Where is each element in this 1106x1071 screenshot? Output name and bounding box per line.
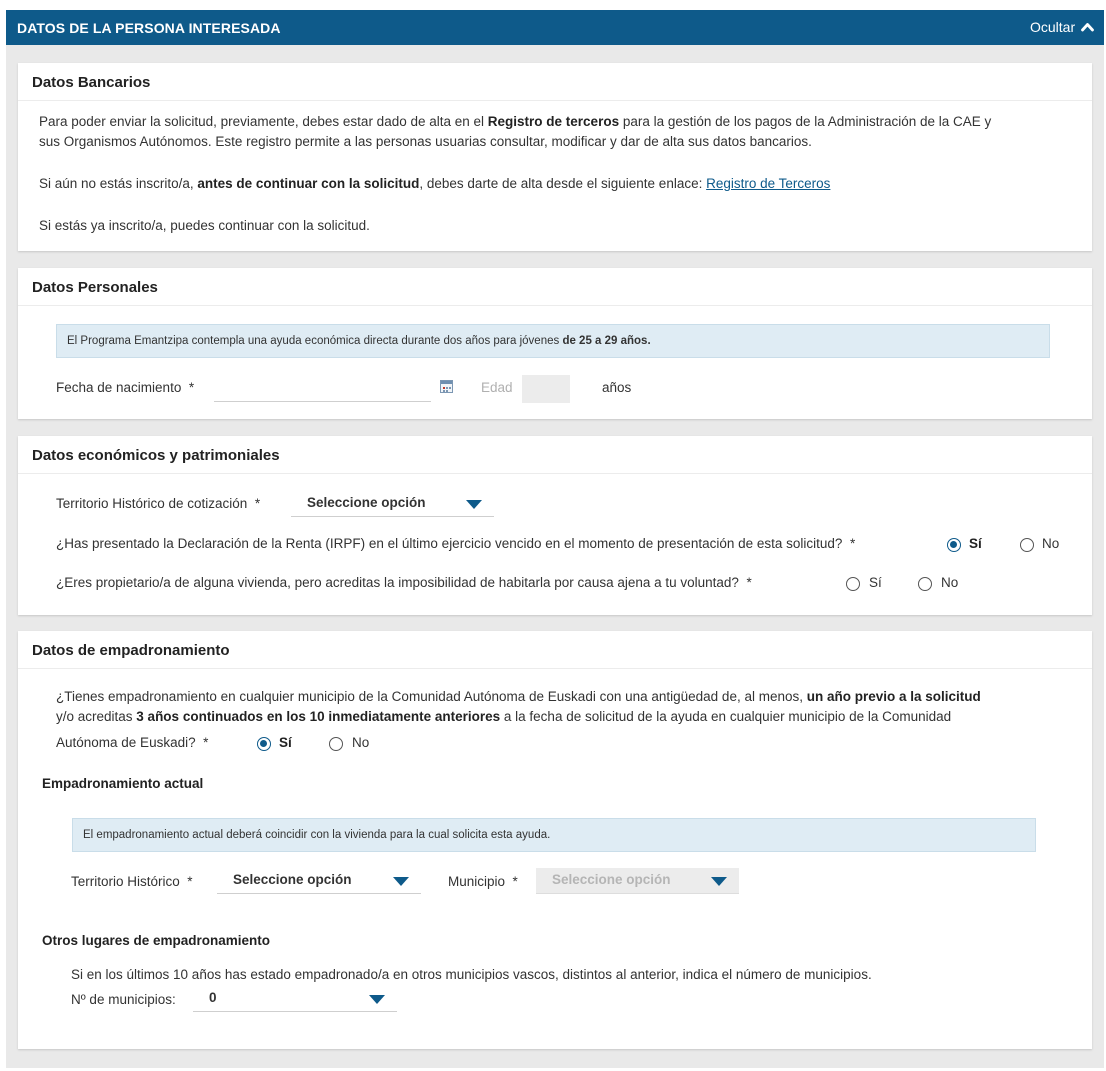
card-title: Datos Personales <box>18 268 1092 306</box>
card-title: Datos de empadronamiento <box>18 631 1092 669</box>
required-marker: * <box>849 536 856 551</box>
text: Para poder enviar la solicitud, previamente, debes estar dado de alta en el <box>39 114 488 129</box>
dropdown-arrow-icon <box>369 995 385 1004</box>
text: El empadronamiento actual deberá coincidir con la vivienda para la cual solicita esta ayuda. <box>83 829 551 841</box>
empadronamiento-no-radio[interactable] <box>329 737 343 751</box>
text: ¿Tienes empadronamiento en cualquier municipio de la Comunidad Autónoma de Euskadi con una antigüedad de, al menos, <box>56 689 807 704</box>
empadronamiento-question-end <box>56 735 208 750</box>
edad-field <box>522 375 570 403</box>
text-bold: de 25 a 29 años. <box>562 335 651 347</box>
fecha-nacimiento-input[interactable] <box>214 375 431 402</box>
card-title: Datos económicos y patrimoniales <box>18 436 1092 474</box>
edad-label: Edad <box>481 380 513 395</box>
irpf-no-label: No <box>1042 536 1060 551</box>
text-bold: un año previo a la solicitud <box>806 689 981 704</box>
vivienda-question <box>56 575 752 590</box>
text: para la gestión de los pagos de la Administración de la CAE y <box>619 114 992 129</box>
text-bold: antes de continuar con la solicitud <box>197 176 420 191</box>
dropdown-arrow-icon <box>393 877 409 886</box>
empadronamiento-si-label: Sí <box>279 735 292 750</box>
text: Autónoma de Euskadi? <box>56 735 196 750</box>
empadronamiento-actual-title: Empadronamiento actual <box>42 776 204 791</box>
territorio-cotizacion-select[interactable] <box>291 491 494 517</box>
bancarios-paragraph-2 <box>39 174 1079 194</box>
text: , debes darte de alta desde el siguiente enlace: <box>419 176 707 191</box>
irpf-si-radio[interactable] <box>947 538 961 552</box>
text: Si aún no estás inscrito/a, <box>39 176 198 191</box>
card-datos-bancarios <box>18 63 1092 251</box>
required-marker: * <box>254 496 261 511</box>
hide-toggle[interactable] <box>1030 19 1094 35</box>
territorio-historico-label <box>71 874 193 889</box>
text: a la fecha de solicitud de la ayuda en cualquier municipio de la Comunidad <box>500 709 952 724</box>
hide-toggle-label: Ocultar <box>1029 19 1076 35</box>
select-value: 0 <box>209 990 217 1005</box>
vivienda-no-label: No <box>941 575 959 590</box>
text: El Programa Emantzipa contempla una ayuda económica directa durante dos años para jóvenes <box>67 335 563 347</box>
text: sus Organismos Autónomos. Este registro permite a las personas usuarias consultar, modificar y dar de alta sus datos bancarios. <box>39 134 812 149</box>
municipio-select[interactable] <box>536 868 739 894</box>
dropdown-arrow-icon <box>466 500 482 509</box>
required-marker: * <box>187 874 193 889</box>
irpf-no-radio[interactable] <box>1020 538 1034 552</box>
fecha-nacimiento-label <box>56 380 194 395</box>
form-panel <box>6 10 1104 1068</box>
card-datos-economicos <box>18 436 1092 615</box>
text-bold: Registro de terceros <box>487 114 620 129</box>
section-header-bar <box>6 10 1104 45</box>
municipio-label <box>448 874 518 889</box>
required-marker: * <box>746 575 752 590</box>
empadronamiento-no-label: No <box>352 735 370 750</box>
card-datos-empadronamiento <box>18 631 1092 1049</box>
empadronamiento-info-box <box>72 818 1036 852</box>
text: Municipio <box>448 874 506 889</box>
num-municipios-label: Nº de municipios: <box>71 992 176 1007</box>
irpf-question <box>56 536 855 551</box>
age-info-box <box>56 324 1050 358</box>
required-marker: * <box>512 874 518 889</box>
dropdown-arrow-icon <box>711 877 727 886</box>
select-value: Seleccione opción <box>233 872 352 887</box>
text: ¿Eres propietario/a de alguna vivienda, pero acreditas la imposibilidad de habitarla por causa ajena a tu voluntad? <box>56 575 739 590</box>
empadronamiento-question <box>56 687 1086 727</box>
territorio-cotizacion-label <box>56 496 260 511</box>
text: Fecha de nacimiento <box>56 380 182 395</box>
text-bold: 3 años continuados en los 10 inmediatamente anteriores <box>136 709 501 724</box>
otros-lugares-text: Si en los últimos 10 años has estado empadronado/a en otros municipios vascos, distintos al anterior, indica el número de municipios. <box>71 967 872 982</box>
text: ¿Has presentado la Declaración de la Renta (IRPF) en el último ejercicio vencido en el momento de presentación de esta solicitud? <box>56 536 843 551</box>
chevron-up-icon <box>1081 22 1094 32</box>
calendar-icon[interactable] <box>440 380 453 393</box>
territorio-historico-select[interactable] <box>217 868 421 894</box>
section-title: DATOS DE LA PERSONA INTERESADA <box>17 20 281 36</box>
bancarios-paragraph-1 <box>39 112 1079 152</box>
registro-terceros-link[interactable]: Registro de Terceros <box>706 176 831 191</box>
irpf-si-label: Sí <box>969 536 982 551</box>
card-datos-personales <box>18 268 1092 419</box>
text: Territorio Histórico de cotización <box>56 496 248 511</box>
text: y/o acreditas <box>56 709 137 724</box>
required-marker: * <box>203 735 209 750</box>
otros-lugares-title: Otros lugares de empadronamiento <box>42 933 271 948</box>
vivienda-si-label: Sí <box>869 575 882 590</box>
card-title: Datos Bancarios <box>18 63 1092 101</box>
select-value: Seleccione opción <box>552 872 671 887</box>
select-value: Seleccione opción <box>307 495 426 510</box>
text: Territorio Histórico <box>71 874 180 889</box>
num-municipios-select[interactable] <box>193 986 397 1012</box>
required-marker: * <box>188 380 195 395</box>
vivienda-si-radio[interactable] <box>846 577 860 591</box>
bancarios-paragraph-3: Si estás ya inscrito/a, puedes continuar con la solicitud. <box>39 218 370 233</box>
anos-label: años <box>602 380 632 395</box>
vivienda-no-radio[interactable] <box>918 577 932 591</box>
empadronamiento-si-radio[interactable] <box>257 737 271 751</box>
